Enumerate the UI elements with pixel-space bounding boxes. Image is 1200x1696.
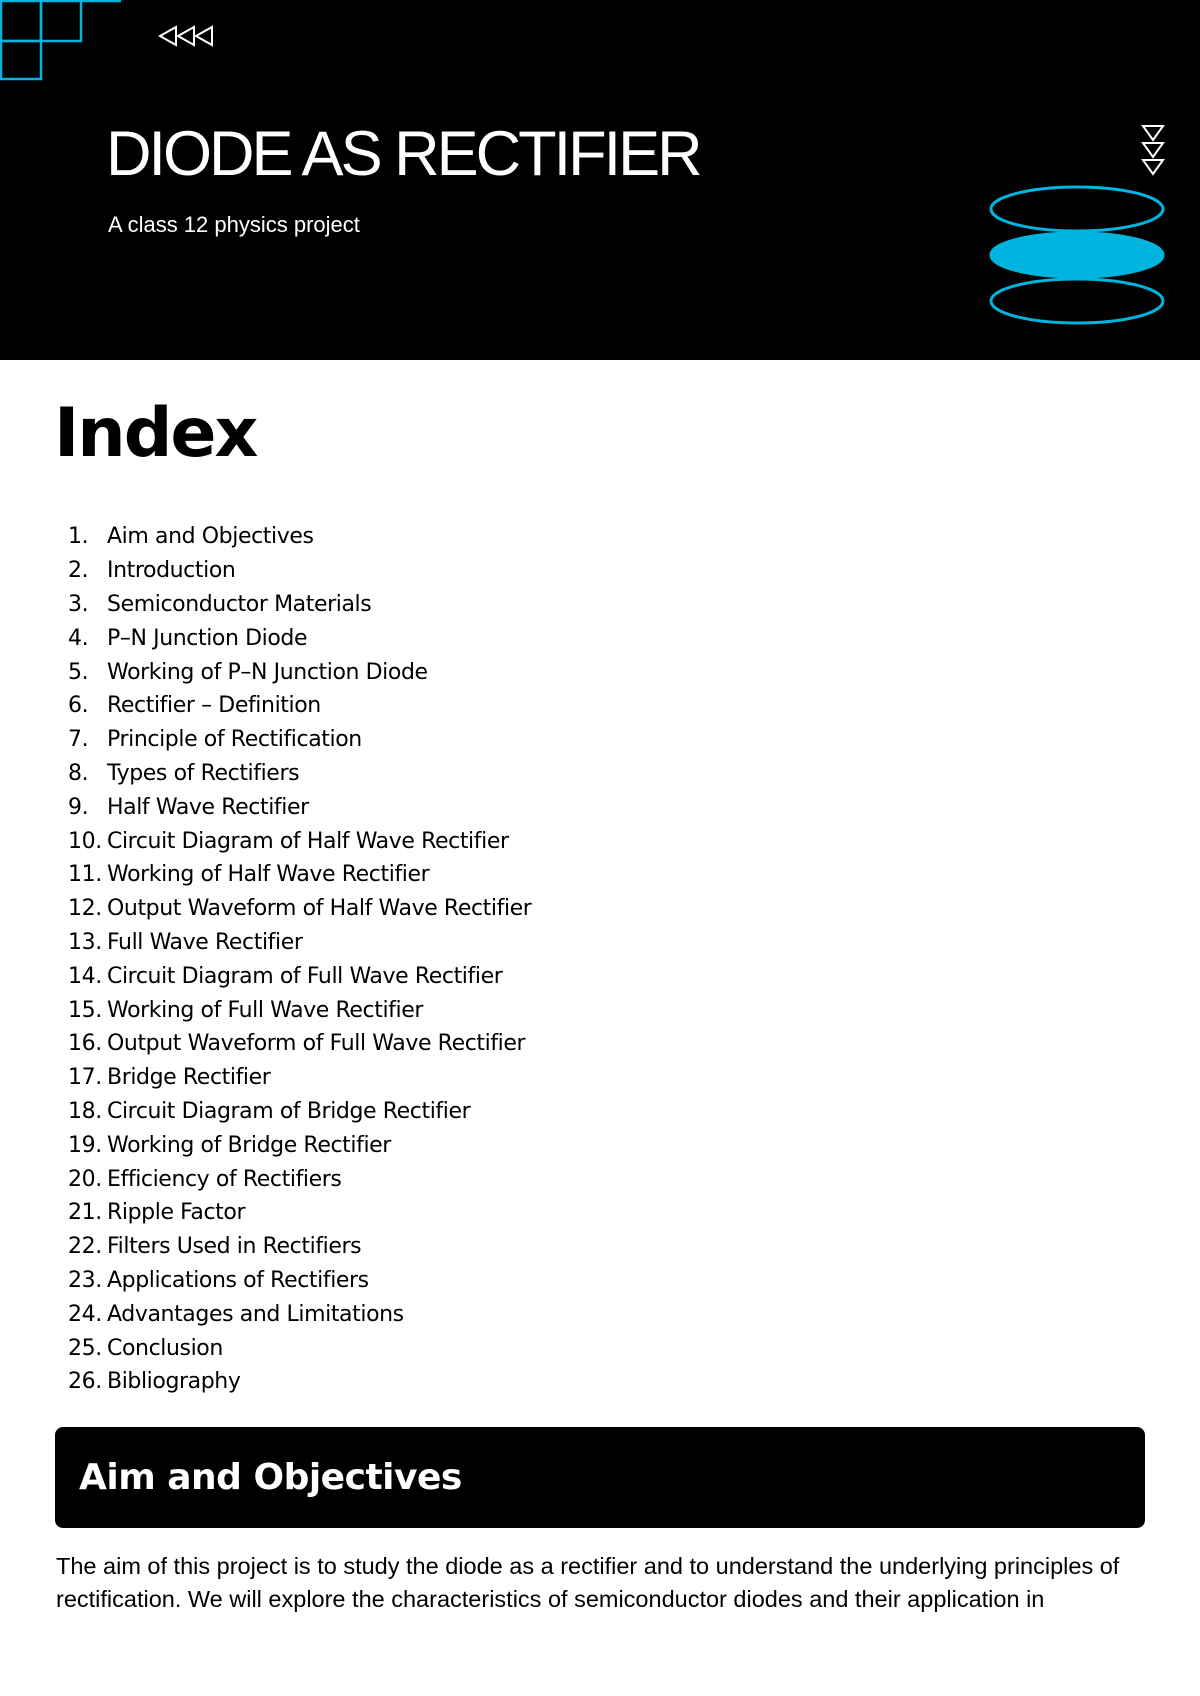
- index-item: [68, 723, 531, 757]
- grid-squares-icon: [0, 0, 122, 82]
- index-item-number: 17.: [68, 1065, 102, 1091]
- index-item-number: 3.: [68, 591, 89, 617]
- index-item: [68, 790, 531, 824]
- index-item-label: Circuit Diagram of Half Wave Rectifier: [107, 828, 509, 854]
- index-item: [68, 588, 531, 622]
- rewind-triangles-icon: [158, 22, 216, 50]
- index-item-label: Conclusion: [107, 1335, 223, 1361]
- index-item-label: Semiconductor Materials: [107, 591, 372, 617]
- index-item-label: Principle of Rectification: [107, 727, 362, 753]
- section-header-box: [55, 1427, 1145, 1528]
- index-item-number: 9.: [68, 794, 89, 820]
- index-item-label: Full Wave Rectifier: [107, 929, 303, 955]
- down-triangles-icon: [1140, 124, 1166, 178]
- index-item-number: 19.: [68, 1132, 102, 1158]
- index-item: [68, 1331, 531, 1365]
- section-body-text: The aim of this project is to study the diode as a rectifier and to understand the underlying principles of rectification. We will explore the characteristics of semiconductor diodes and their application in: [56, 1553, 1120, 1612]
- stacked-ellipses-icon: [985, 185, 1167, 327]
- index-item: [68, 1027, 531, 1061]
- index-item-number: 14.: [68, 963, 102, 989]
- index-item-label: Working of Bridge Rectifier: [107, 1132, 391, 1158]
- index-item: [68, 858, 531, 892]
- index-item-label: Advantages and Limitations: [107, 1301, 404, 1327]
- section-title: Aim and Objectives: [79, 1457, 462, 1498]
- index-item-number: 1.: [68, 524, 89, 550]
- index-item-number: 18.: [68, 1098, 102, 1124]
- index-item-label: Output Waveform of Half Wave Rectifier: [107, 896, 532, 922]
- index-item-label: Output Waveform of Full Wave Rectifier: [107, 1031, 526, 1057]
- index-list: [68, 520, 531, 1399]
- index-item: [68, 1196, 531, 1230]
- index-item-number: 7.: [68, 727, 89, 753]
- index-item-number: 10.: [68, 828, 102, 854]
- index-item: [68, 1128, 531, 1162]
- index-item-number: 2.: [68, 558, 89, 584]
- index-item: [68, 1230, 531, 1264]
- index-item-number: 4.: [68, 625, 89, 651]
- index-item: [68, 554, 531, 588]
- index-item-number: 22.: [68, 1234, 102, 1260]
- index-item-number: 23.: [68, 1267, 102, 1293]
- index-item-label: Circuit Diagram of Bridge Rectifier: [107, 1098, 471, 1124]
- index-item-number: 25.: [68, 1335, 102, 1361]
- index-item: [68, 689, 531, 723]
- index-item-label: Ripple Factor: [107, 1200, 246, 1226]
- index-item-number: 24.: [68, 1301, 102, 1327]
- index-item-number: 5.: [68, 659, 89, 685]
- index-item-number: 26.: [68, 1369, 102, 1395]
- index-item-number: 16.: [68, 1031, 102, 1057]
- index-item-number: 21.: [68, 1200, 102, 1226]
- index-item-label: Bibliography: [107, 1369, 241, 1395]
- index-item-label: Working of Full Wave Rectifier: [107, 997, 424, 1023]
- index-item: [68, 1365, 531, 1399]
- index-item: [68, 959, 531, 993]
- index-item-number: 13.: [68, 929, 102, 955]
- index-item: [68, 1061, 531, 1095]
- index-item-label: Circuit Diagram of Full Wave Rectifier: [107, 963, 503, 989]
- index-item: [68, 757, 531, 791]
- index-item-label: P–N Junction Diode: [107, 625, 308, 651]
- document-title: DIODE AS RECTIFIER: [106, 119, 700, 189]
- index-item: [68, 1162, 531, 1196]
- index-item: [68, 520, 531, 554]
- index-item: [68, 824, 531, 858]
- index-item-label: Rectifier – Definition: [107, 693, 321, 719]
- header-banner: [0, 0, 1200, 360]
- index-item-label: Types of Rectifiers: [107, 760, 300, 786]
- index-item-label: Working of P–N Junction Diode: [107, 659, 428, 685]
- index-item-number: 6.: [68, 693, 89, 719]
- index-item-number: 15.: [68, 997, 102, 1023]
- index-item-label: Filters Used in Rectifiers: [107, 1234, 362, 1260]
- index-heading: Index: [54, 394, 257, 473]
- index-item: [68, 1264, 531, 1298]
- index-item-label: Applications of Rectifiers: [107, 1267, 369, 1293]
- index-item-label: Half Wave Rectifier: [107, 794, 309, 820]
- index-item-number: 8.: [68, 760, 89, 786]
- index-item-label: Aim and Objectives: [107, 524, 314, 550]
- index-item: [68, 892, 531, 926]
- index-item: [68, 1297, 531, 1331]
- index-item: [68, 1095, 531, 1129]
- index-item-label: Introduction: [107, 558, 236, 584]
- document-subtitle: A class 12 physics project: [108, 212, 360, 237]
- index-item: [68, 993, 531, 1027]
- index-item: [68, 621, 531, 655]
- index-item: [68, 655, 531, 689]
- index-item: [68, 926, 531, 960]
- index-item-label: Bridge Rectifier: [107, 1065, 271, 1091]
- index-item-number: 11.: [68, 862, 102, 888]
- index-item-number: 20.: [68, 1166, 102, 1192]
- index-item-number: 12.: [68, 896, 102, 922]
- index-item-label: Efficiency of Rectifiers: [107, 1166, 342, 1192]
- index-item-label: Working of Half Wave Rectifier: [107, 862, 430, 888]
